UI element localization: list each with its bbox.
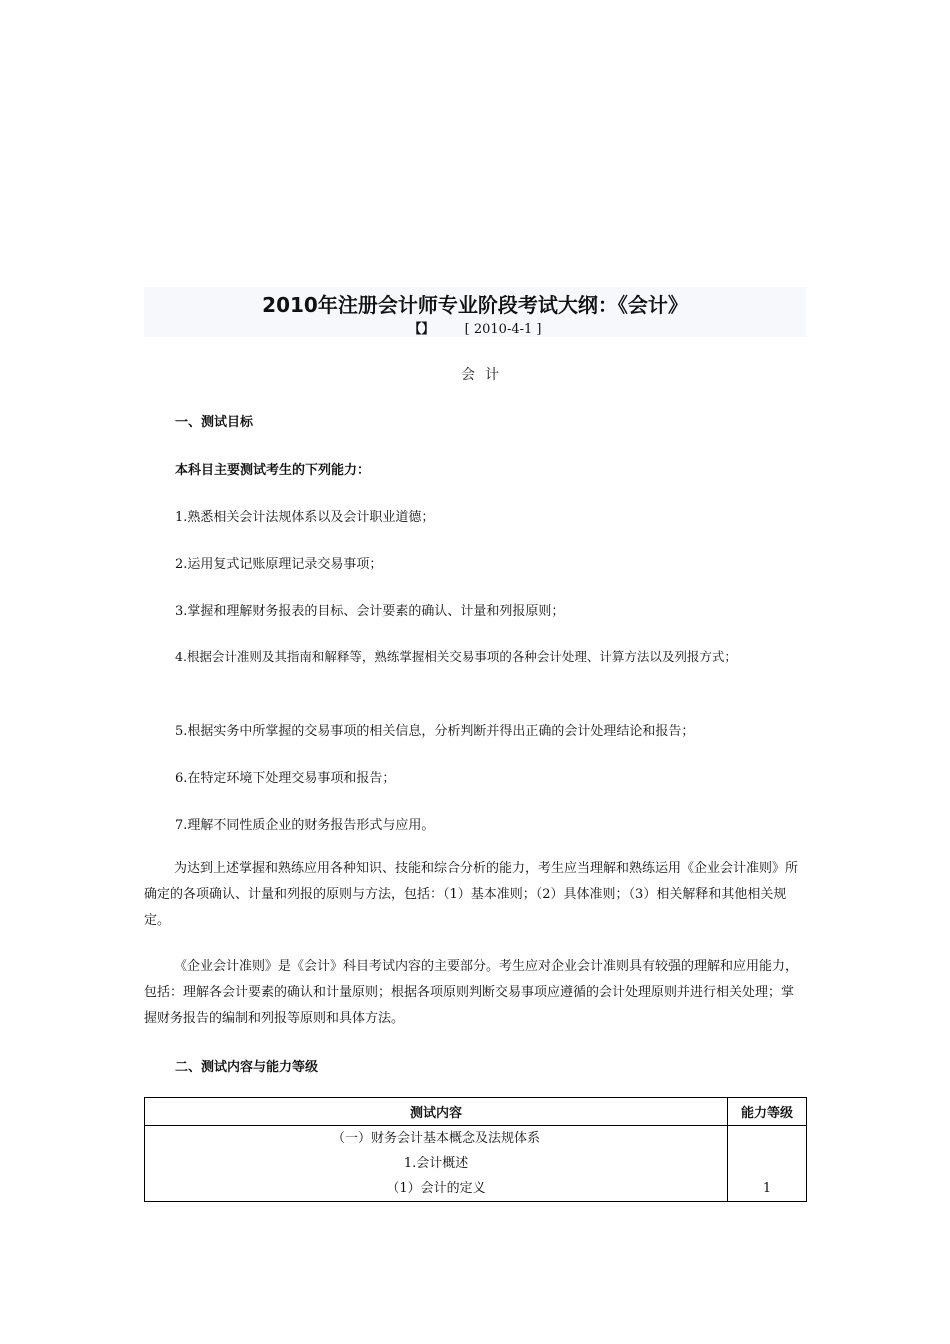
ability-item: 4.根据会计准则及其指南和解释等，熟练掌握相关交易事项的各种会计处理、计算方法以及列报方式； [175,649,737,664]
ability-item: 7.理解不同性质企业的财务报告形式与应用。 [175,818,435,833]
ability-item: 3.掌握和理解财务报表的目标、会计要素的确认、计量和列报原则； [175,604,565,619]
ability-item: 6.在特定环境下处理交易事项和报告； [175,771,396,786]
content-line: （一）财务会计基本概念及法规体系 [332,1131,541,1146]
header-content: 测试内容 [145,1098,728,1126]
abilities-heading: 本科目主要测试考生的下列能力： [175,463,371,478]
subject-heading: 会计 [461,367,509,383]
publish-date: [ 2010-4-1 ] [464,322,542,337]
level-value: 1 [762,1181,772,1196]
ability-item: 1.熟悉相关会计法规体系以及会计职业道德； [175,510,435,525]
content-cell [145,1126,728,1202]
content-level-table [144,1097,807,1202]
intro-paragraph: 为达到上述掌握和熟练应用各种知识、技能和综合分析的能力，考生应当理解和熟练运用《企业会计准则》所确定的各项确认、计量和列报的原则与方法，包括：（1）基本准则；（2）具体准则；（3）相关解释和其他相关规定。 [144,861,799,928]
header-level: 能力等级 [728,1098,807,1126]
section2-heading: 二、测试内容与能力等级 [175,1060,319,1075]
standards-paragraph: 《企业会计准则》是《会计》科目考试内容的主要部分。考生应对企业会计准则具有较强的理解和应用能力，包括：理解各会计要素的确认和计量原则；根据各项原则判断交易事项应遵循的会计处理原则并进行相关处理；掌握财务报告的编制和列报等原则和具体方法。 [144,959,799,1026]
ability-item: 2.运用复式记账原理记录交易事项； [175,557,383,572]
content-line: 1.会计概述 [403,1156,469,1171]
article-meta [144,318,806,337]
page-title: 2010年注册会计师专业阶段考试大纲：《会计》 [262,293,688,317]
ability-item: 5.根据实务中所掌握的交易事项的相关信息，分析判断并得出正确的会计处理结论和报告； [175,724,695,739]
content-line: （1）会计的定义 [386,1181,486,1196]
section1-heading: 一、测试目标 [175,415,254,430]
source-bracket: 【】 [408,322,435,337]
table-header-row [145,1098,807,1126]
level-cell [728,1126,807,1202]
table-row [145,1126,807,1202]
